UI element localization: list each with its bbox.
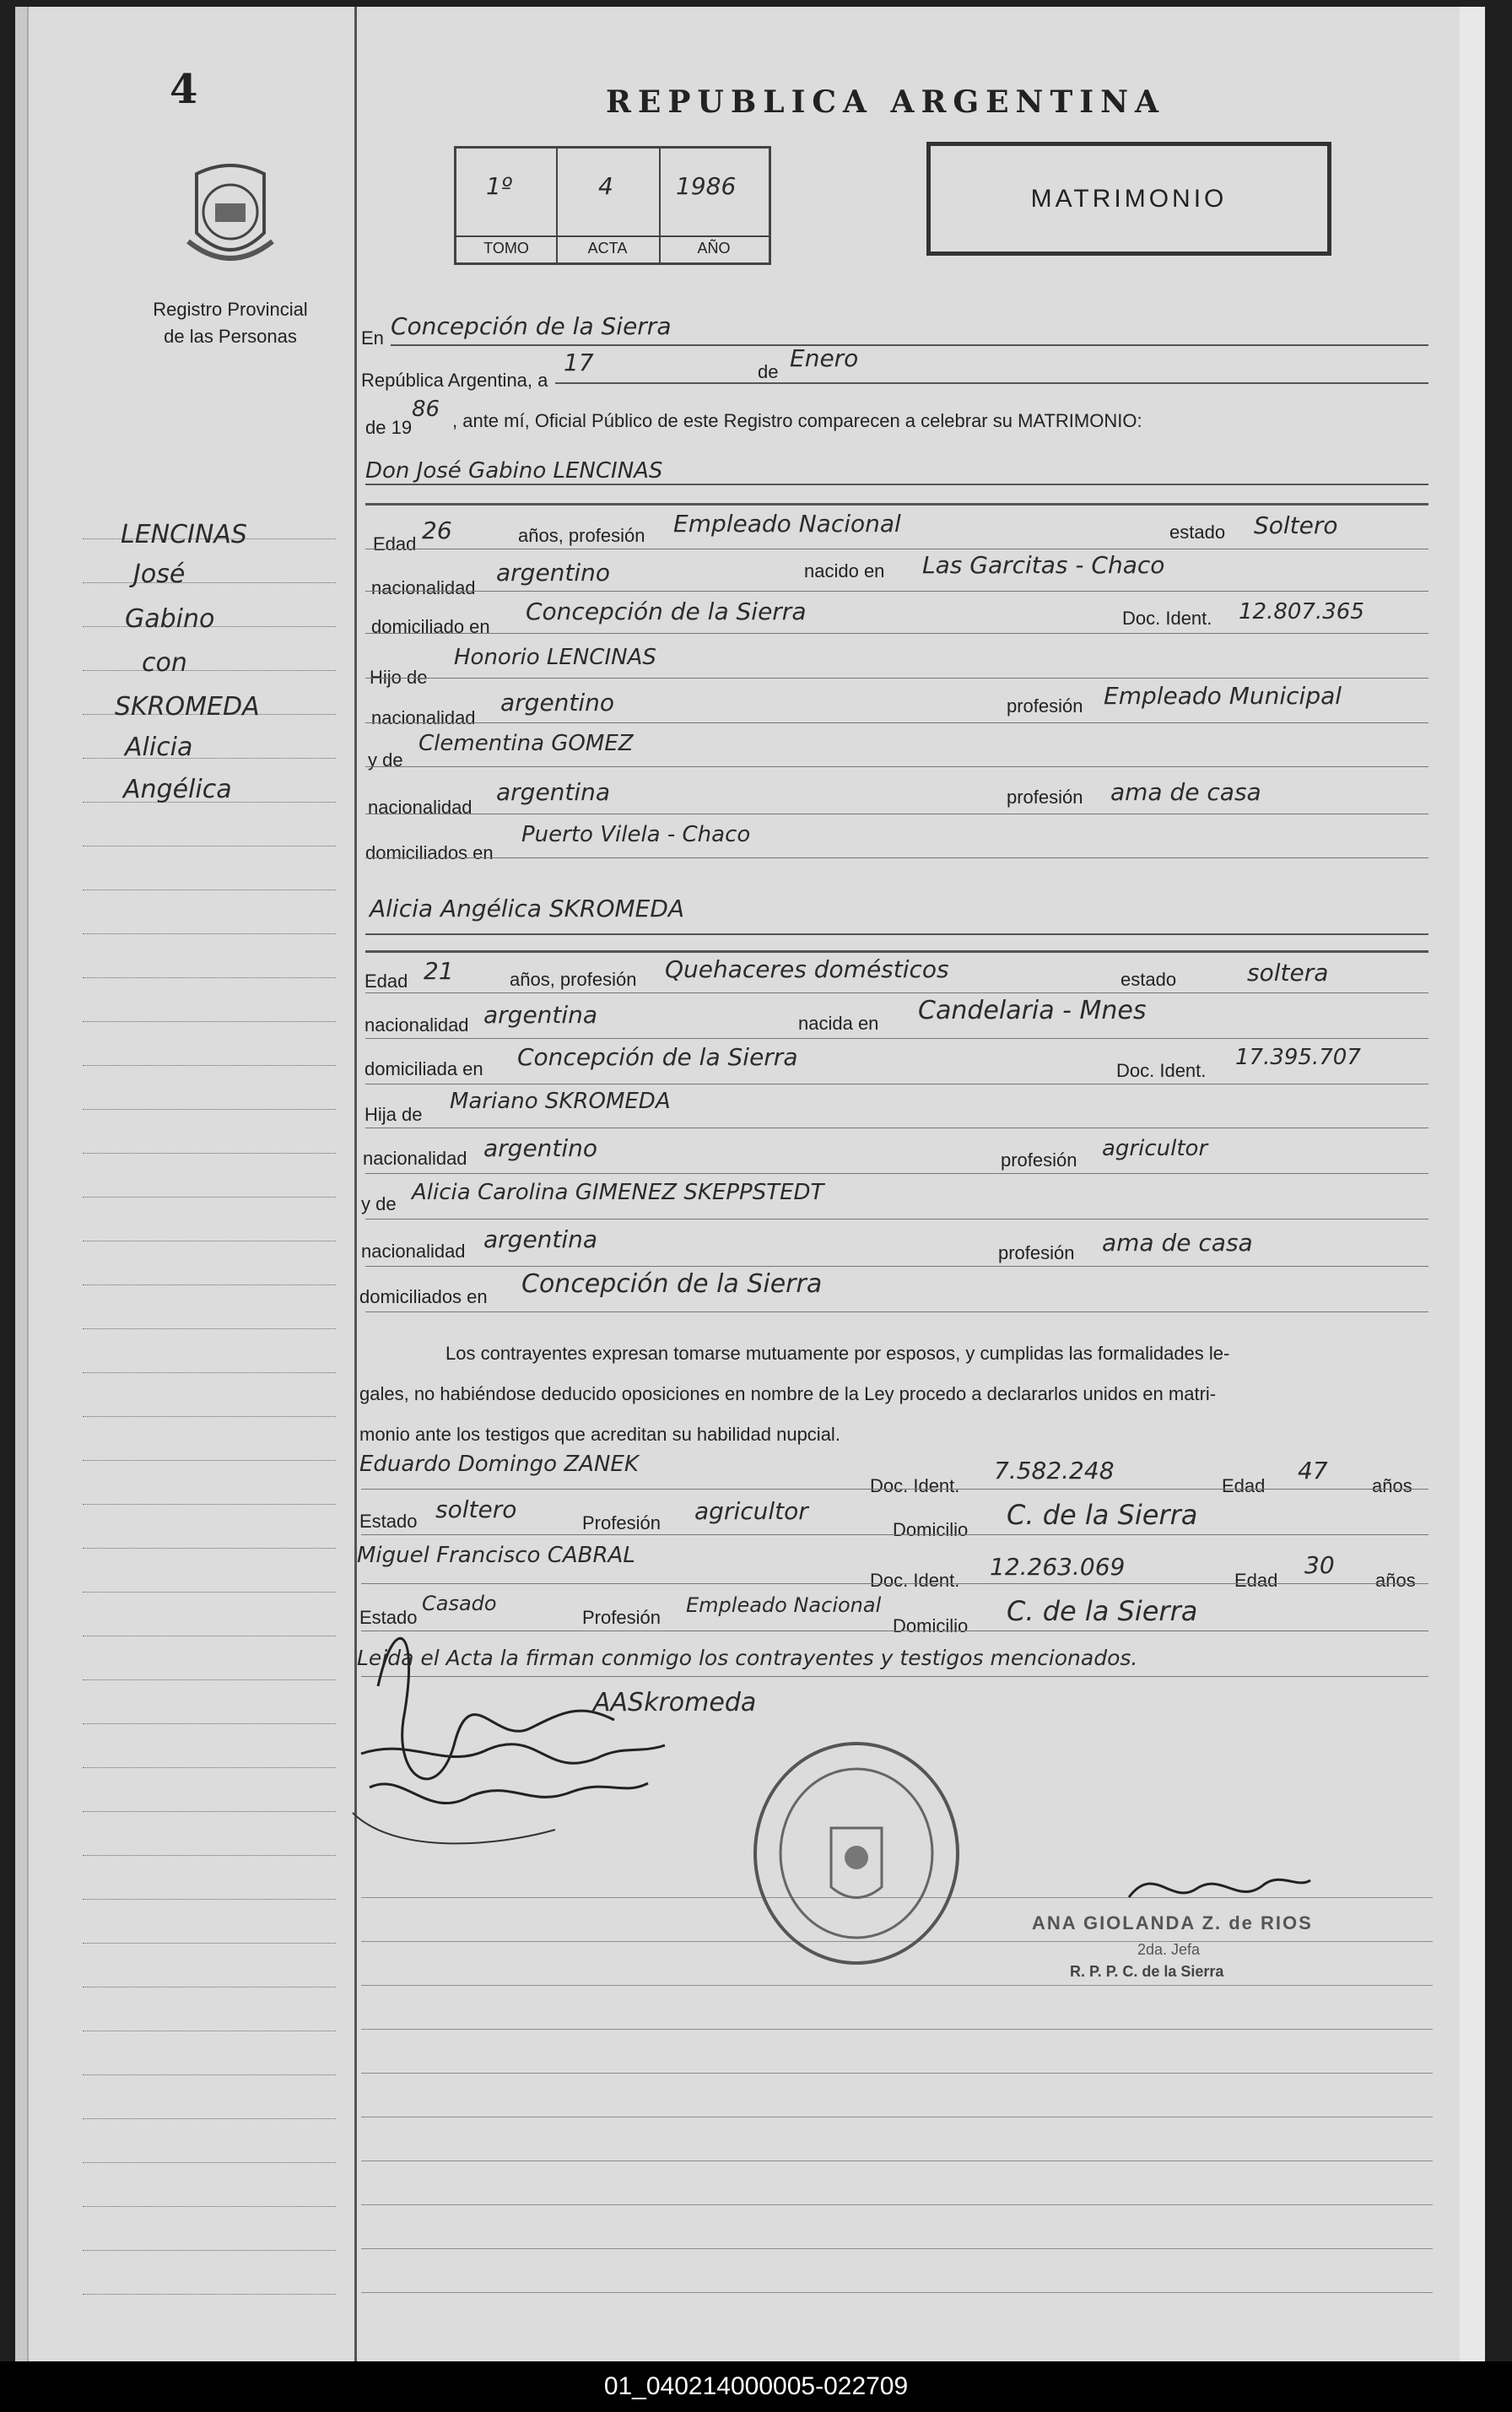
ano-value: 1986: [676, 172, 737, 200]
bride-profession: Quehaceres domésticos: [665, 955, 949, 983]
witness2-profession: Empleado Nacional: [686, 1593, 882, 1617]
groom-line4: [365, 678, 1428, 679]
groom-doc: 12.807.365: [1239, 599, 1364, 625]
groom-line6: [365, 766, 1428, 767]
bride-parents-dom-label: domiciliados en: [359, 1286, 488, 1307]
margin-rule-line: [83, 2250, 336, 2251]
document-type-box: [926, 142, 1331, 256]
bride-mother-nat: argentina: [483, 1225, 598, 1253]
year-suffix: 86: [412, 397, 440, 422]
groom-doc-label: Doc. Ident.: [1122, 608, 1212, 629]
tomo-label: TOMO: [483, 240, 529, 257]
margin-divider: [354, 7, 357, 2361]
bride-nacida-label: nacida en: [798, 1013, 879, 1034]
bride-yde-label: y de: [361, 1193, 397, 1214]
witness1-line1: [361, 1489, 1428, 1490]
groom-father-prof: Empleado Municipal: [1104, 682, 1342, 710]
groom-dom-label: domiciliado en: [371, 616, 490, 637]
bride-father: Mariano SKROMEDA: [450, 1089, 671, 1114]
witness2-age: 30: [1304, 1551, 1335, 1579]
margin-rule-line: [83, 582, 336, 583]
bride-mother-prof: ama de casa: [1102, 1229, 1253, 1257]
groom-mother-prof: ama de casa: [1110, 778, 1261, 806]
margin-rule-line: [83, 1065, 336, 1066]
bride-line5: [365, 1173, 1428, 1174]
witness1-edad-label: Edad: [1222, 1475, 1266, 1496]
bride-estado-label: estado: [1120, 969, 1177, 990]
bride-estado: soltera: [1247, 959, 1329, 987]
groom-hijo-label: Hijo de: [370, 667, 428, 688]
witness1-prof-label: Profesión: [582, 1512, 661, 1533]
groom-father: Honorio LENCINAS: [454, 645, 656, 670]
page-binding: [15, 7, 29, 2361]
groom-father-nat-label: nacionalidad: [371, 707, 476, 728]
groom-domicile: Concepción de la Sierra: [526, 598, 807, 625]
groom-yde-label: y de: [368, 749, 403, 771]
bride-mother: Alicia Carolina GIMENEZ SKEPPSTEDT: [412, 1180, 824, 1205]
document-type: MATRIMONIO: [1030, 184, 1228, 213]
bride-hija-label: Hija de: [364, 1104, 423, 1125]
margin-rule-line: [83, 1460, 336, 1461]
margin-rule-line: [83, 1109, 336, 1110]
witness1-anos-label: años: [1372, 1475, 1412, 1496]
official-office: R. P. P. C. de la Sierra: [1070, 1963, 1224, 1980]
margin-rule-line: [83, 1416, 336, 1417]
witness2-anos-label: años: [1375, 1570, 1416, 1591]
acta-label: ACTA: [587, 240, 628, 257]
groom-edad-label: Edad: [373, 533, 417, 554]
bride-father-nat: argentino: [483, 1134, 598, 1162]
certificate-page: [15, 7, 1485, 2361]
official-name: ANA GIOLANDA Z. de RIOS: [1032, 1912, 1313, 1933]
registry-name-line1: Registro Provincial: [153, 299, 308, 320]
margin-rule-line: [83, 1723, 336, 1724]
groom-nac-label: nacionalidad: [371, 577, 476, 598]
bride-line7: [365, 1266, 1428, 1267]
bride-father-nat-label: nacionalidad: [363, 1148, 467, 1169]
bride-separator: [365, 950, 1428, 953]
bride-line1: [365, 992, 1428, 993]
year-prefix: de 19: [365, 417, 413, 438]
bride-line6: [365, 1219, 1428, 1220]
en-label: En: [361, 327, 384, 349]
intro-text: , ante mí, Oficial Público de este Registro comparecen a celebrar su MATRIMONIO:: [452, 410, 1142, 431]
witness2-name: Miguel Francisco CABRAL: [357, 1543, 635, 1568]
witness1-name: Eduardo Domingo ZANEK: [359, 1452, 639, 1477]
official-title: 2da. Jefa: [1137, 1941, 1201, 1958]
groom-line2: [365, 591, 1428, 592]
groom-parents-dom-label: domiciliados en: [365, 842, 494, 863]
witness1-estado-label: Estado: [359, 1511, 418, 1532]
groom-line3: [365, 633, 1428, 634]
margin-rule-line: [83, 1197, 336, 1198]
witness1-profession: agricultor: [694, 1497, 808, 1525]
margin-rule-line: [83, 1372, 336, 1373]
witness1-line2: [361, 1534, 1428, 1535]
date-line: [555, 382, 1428, 384]
groom-father-prof-label: profesión: [1007, 695, 1083, 717]
groom-line8: [365, 857, 1428, 858]
declaration-text: [359, 1333, 1427, 1455]
witness1-doc-label: Doc. Ident.: [870, 1475, 960, 1496]
margin-name-7: Angélica: [123, 775, 232, 804]
groom-mother-nat-label: nacionalidad: [368, 797, 472, 818]
place-value: Concepción de la Sierra: [391, 312, 672, 340]
page-number: 4: [170, 66, 198, 113]
bride-age: 21: [424, 957, 454, 985]
margin-rule-line: [83, 1767, 336, 1768]
bride-line2: [365, 1038, 1428, 1039]
bride-father-prof-label: profesión: [1001, 1149, 1077, 1171]
margin-rule-line: [83, 2118, 336, 2119]
bride-nac-label: nacionalidad: [364, 1014, 469, 1036]
margin-rule-line: [83, 1592, 336, 1593]
record-box: [454, 146, 771, 265]
witness1-estado: soltero: [435, 1495, 517, 1523]
groom-mother-nat: argentina: [496, 778, 611, 806]
margin-rule-line: [83, 2206, 336, 2207]
witness2-estado: Casado: [422, 1592, 497, 1615]
registry-name-line2: de las Personas: [164, 326, 297, 347]
margin-rule-line: [83, 1943, 336, 1944]
body-rule-line: [361, 2204, 1433, 2205]
margin-rule-line: [83, 977, 336, 978]
groom-nationality: argentino: [496, 559, 611, 587]
ano-label: AÑO: [697, 240, 731, 257]
acta-value: 4: [598, 172, 613, 200]
month-value: Enero: [790, 344, 859, 372]
margin-name-5: SKROMEDA: [115, 692, 260, 722]
margin-name-2: José: [133, 560, 186, 589]
bride-signature: AASkromeda: [593, 1688, 757, 1717]
margin-rule-line: [83, 2162, 336, 2163]
margin-rule-line: [83, 2294, 336, 2295]
official-stamp-icon: [742, 1735, 970, 1988]
bride-name: Alicia Angélica SKROMEDA: [370, 895, 685, 922]
groom-nacido-label: nacido en: [804, 560, 885, 581]
groom-estado: Soltero: [1254, 511, 1338, 539]
de-label: de: [758, 361, 779, 382]
groom-age: 26: [422, 516, 452, 544]
margin-name-6: Alicia: [125, 733, 193, 762]
declaration-line3: monio ante los testigos que acreditan su habilidad nupcial.: [359, 1424, 840, 1445]
declaration-line2: gales, no habiéndose deducido oposiciones en nombre de la Ley procedo a declararlos unidos en matri-: [359, 1383, 1217, 1404]
bride-nationality: argentina: [483, 1001, 598, 1029]
bride-name-line: [365, 933, 1428, 935]
groom-parents-dom: Puerto Vilela - Chaco: [521, 822, 751, 847]
margin-rule-line: [83, 1811, 336, 1812]
margin-rule-line: [83, 1855, 336, 1856]
margin-name-3: Gabino: [125, 604, 215, 634]
bride-edad-label: Edad: [364, 971, 408, 992]
bride-mother-prof-label: profesión: [998, 1242, 1075, 1263]
closing-statement: Leida el Acta la firman conmigo los contrayentes y testigos mencionados.: [357, 1646, 1138, 1670]
witness1-age: 47: [1298, 1457, 1328, 1485]
groom-father-nat: argentino: [500, 689, 615, 717]
witness2-estado-label: Estado: [359, 1607, 418, 1628]
margin-rule-line: [83, 1021, 336, 1022]
body-rule-line: [361, 2248, 1433, 2249]
margin-rule-line: [83, 1899, 336, 1900]
groom-line5: [365, 722, 1428, 723]
witness2-prof-label: Profesión: [582, 1607, 661, 1628]
province-seal-icon: [171, 157, 289, 275]
bride-line8: [365, 1311, 1428, 1312]
groom-estado-label: estado: [1169, 522, 1226, 543]
margin-rule-line: [83, 1548, 336, 1549]
declaration-line1: Los contrayentes expresan tomarse mutuamente por esposos, y cumplidas las formalidades le-: [446, 1343, 1230, 1364]
groom-anos-prof-label: años, profesión: [518, 525, 645, 546]
country-title: REPUBLICA ARGENTINA: [606, 84, 1165, 120]
margin-rule-line: [83, 670, 336, 671]
witness2-doc: 12.263.069: [990, 1553, 1126, 1581]
body-rule-line: [361, 2292, 1433, 2293]
bride-parents-dom: Concepción de la Sierra: [521, 1269, 823, 1299]
margin-rule-line: [83, 933, 336, 934]
margin-rule-line: [83, 1679, 336, 1680]
witness1-domicile: C. de la Sierra: [1007, 1499, 1198, 1531]
bride-anos-prof-label: años, profesión: [510, 969, 637, 990]
bride-birthplace: Candelaria - Mnes: [918, 996, 1147, 1025]
body-rule-line: [361, 2029, 1433, 2030]
witness2-edad-label: Edad: [1234, 1570, 1278, 1591]
margin-rule-line: [83, 1328, 336, 1329]
bride-domicile: Concepción de la Sierra: [517, 1043, 798, 1071]
groom-profession: Empleado Nacional: [673, 510, 901, 538]
witness1-dom-label: Domicilio: [893, 1519, 969, 1540]
footer-id: 01_040214000005-022709: [0, 2361, 1512, 2412]
witness2-domicile: C. de la Sierra: [1007, 1595, 1198, 1627]
margin-rule-line: [83, 758, 336, 759]
margin-name-1: LENCINAS: [121, 520, 247, 549]
place-line: [391, 344, 1428, 346]
groom-birthplace: Las Garcitas - Chaco: [922, 551, 1165, 579]
body-rule-line: [361, 2073, 1433, 2074]
bride-father-prof: agricultor: [1102, 1136, 1208, 1161]
margin-rule-line: [83, 1153, 336, 1154]
groom-mother-prof-label: profesión: [1007, 787, 1083, 808]
republic-label: República Argentina, a: [361, 370, 548, 391]
bride-dom-label: domiciliada en: [364, 1058, 483, 1079]
witness1-doc: 7.582.248: [994, 1457, 1115, 1485]
groom-mother: Clementina GOMEZ: [418, 731, 634, 756]
bride-doc-label: Doc. Ident.: [1116, 1060, 1207, 1081]
margin-rule-line: [83, 2074, 336, 2075]
bride-doc: 17.395.707: [1235, 1045, 1361, 1070]
margin-rule-line: [83, 1504, 336, 1505]
witness2-dom-label: Domicilio: [893, 1615, 969, 1636]
margin-rule-line: [83, 1284, 336, 1285]
witness2-doc-label: Doc. Ident.: [870, 1570, 960, 1591]
margin-name-4: con: [142, 648, 187, 678]
groom-name-line: [365, 484, 1428, 485]
day-value: 17: [564, 349, 594, 376]
groom-separator: [365, 503, 1428, 506]
groom-name: Don José Gabino LENCINAS: [365, 458, 663, 484]
tomo-value: 1º: [486, 172, 513, 200]
bride-mother-nat-label: nacionalidad: [361, 1241, 466, 1262]
